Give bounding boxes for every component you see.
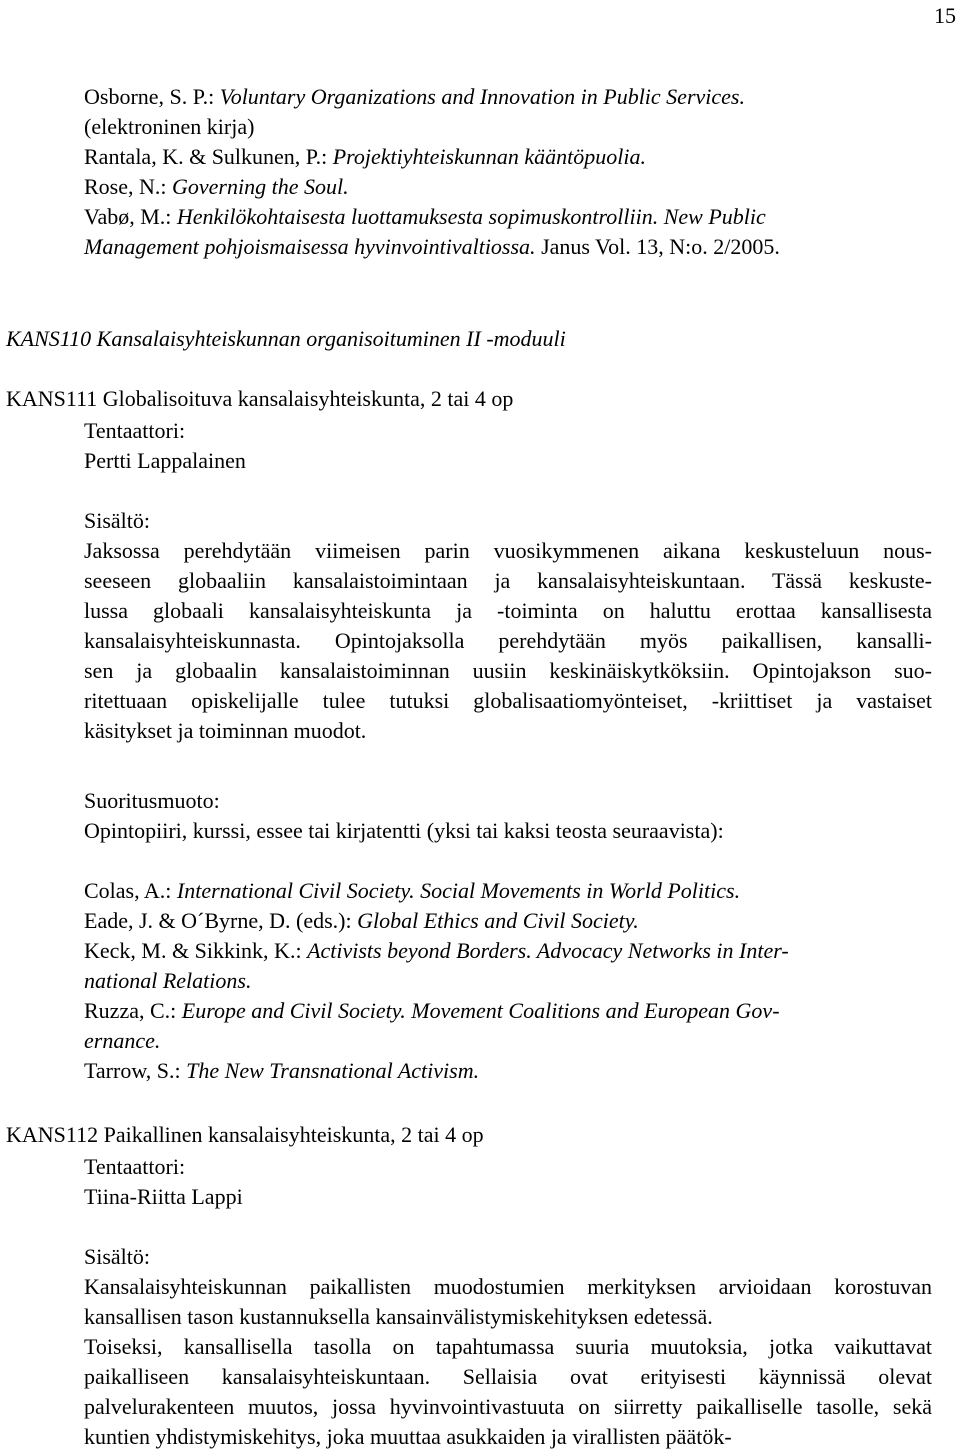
reference-line: [84, 142, 932, 172]
content-line: käsitykset ja toiminnan muodot.: [84, 718, 367, 743]
reference-author: Vabø, M.:: [84, 204, 177, 229]
reference-line: [84, 202, 932, 232]
module-heading: KANS110 Kansalaisyhteiskunnan organisoituminen II -moduuli: [6, 326, 566, 351]
reference-title: national Relations.: [84, 968, 252, 993]
content-line: seeseen globaaliin kansalaistoimintaan ja kansalaisyhteiskuntaan. Tässä keskuste-: [84, 568, 932, 593]
reference-line: [84, 232, 932, 262]
content-line: Jaksossa perehdytään viimeisen parin vuosikymmenen aikana keskusteluun nous-: [84, 538, 932, 563]
reference-line: [84, 1056, 932, 1086]
content-label: Sisältö:: [84, 508, 151, 533]
reference-title: Activists beyond Borders. Advocacy Networks in Inter-: [307, 938, 789, 963]
reference-title: The New Transnational Activism.: [186, 1058, 480, 1083]
reference-line: [84, 906, 932, 936]
reference-line: [84, 1026, 932, 1056]
examiner-name: Pertti Lappalainen: [84, 448, 246, 473]
course-references: [84, 876, 932, 1086]
reference-title: International Civil Society. Social Movements in World Politics.: [176, 878, 741, 903]
reference-source: Janus Vol. 13, N:o. 2/2005.: [535, 234, 780, 259]
content-line: sen ja globaalin kansalaistoiminnan uusiin keskinäiskytköksiin. Opintojakson suo-: [84, 658, 932, 683]
reference-title: ernance.: [84, 1028, 161, 1053]
content-line: kansalaisyhteiskunnasta. Opintojaksolla perehdytään myös paikallisen, kansalli-: [84, 628, 932, 653]
content-line: ritettuaan opiskelijalle tulee tutuksi globalisaatiomyönteiset, -kriittiset ja vastaiset: [84, 688, 932, 713]
page-number: 15: [934, 3, 956, 28]
examiner-label: Tentaattori:: [84, 1154, 186, 1179]
reference-line: [84, 112, 932, 142]
reference-line: [84, 82, 932, 112]
reference-author: Keck, M. & Sikkink, K.:: [84, 938, 308, 963]
reference-author: Eade, J. & O´Byrne, D. (eds.):: [84, 908, 358, 933]
content-line: Kansalaisyhteiskunnan paikallisten muodostumien merkityksen arvioidaan korostuvan kansallisen tason kustannuksella kansainvälistymiskehityksen edetessä.: [84, 1274, 932, 1329]
reference-line: [84, 876, 932, 906]
content-line: palvelurakenteen muutos, jossa hyvinvointivastuuta on siirretty paikalliselle tasolle, sekä kuntien yhdistymiskehitys, joka muuttaa asukkaiden ja virallisten päätök-: [84, 1394, 932, 1449]
reference-title: Europe and Civil Society. Movement Coalitions and European Gov-: [181, 998, 780, 1023]
reference-title: Henkilökohtaisesta luottamuksesta sopimuskontrolliin. New Public: [176, 204, 766, 229]
reference-title: Management pohjoismaisessa hyvinvointivaltiossa.: [84, 234, 536, 259]
reference-title: Voluntary Organizations and Innovation in Public Services.: [219, 84, 745, 109]
content-paragraph: [84, 1272, 932, 1452]
course-heading: KANS111 Globalisoituva kansalaisyhteiskunta, 2 tai 4 op: [6, 386, 514, 411]
reference-author: Colas, A.:: [84, 878, 177, 903]
content-line: Toiseksi, kansallisella tasolla on tapahtumassa suuria muutoksia, jotka vaikuttavat: [84, 1334, 932, 1359]
content-line: lussa globaali kansalaisyhteiskunta ja -toiminta on haluttu erottaa kansallisesta: [84, 598, 932, 623]
reference-author: Tarrow, S.:: [84, 1058, 187, 1083]
completion-label: Suoritusmuoto:: [84, 788, 220, 813]
reference-author: Rose, N.:: [84, 174, 172, 199]
content-paragraph: [84, 536, 932, 746]
course-heading: KANS112 Paikallinen kansalaisyhteiskunta, 2 tai 4 op: [6, 1122, 484, 1147]
examiner-name: Tiina-Riitta Lappi: [84, 1184, 243, 1209]
reference-author: (elektroninen kirja): [84, 114, 255, 139]
reference-author: Ruzza, C.:: [84, 998, 182, 1023]
reference-author: Rantala, K. & Sulkunen, P.:: [84, 144, 333, 169]
reference-author: Osborne, S. P.:: [84, 84, 220, 109]
content-line: paikalliseen kansalaisyhteiskuntaan. Sellaisia ovat erityisesti käynnissä olevat: [84, 1364, 932, 1389]
reference-title: Governing the Soul.: [172, 174, 349, 199]
reference-line: [84, 936, 932, 966]
completion-text: Opintopiiri, kurssi, essee tai kirjatentti (yksi tai kaksi teosta seuraavista):: [84, 818, 724, 843]
reference-title: Global Ethics and Civil Society.: [357, 908, 639, 933]
reference-line: [84, 996, 932, 1026]
content-label: Sisältö:: [84, 1244, 151, 1269]
reference-line: [84, 172, 932, 202]
reference-line: [84, 966, 932, 996]
reference-title: Projektiyhteiskunnan kääntöpuolia.: [332, 144, 646, 169]
top-references: [84, 82, 932, 262]
examiner-label: Tentaattori:: [84, 418, 186, 443]
